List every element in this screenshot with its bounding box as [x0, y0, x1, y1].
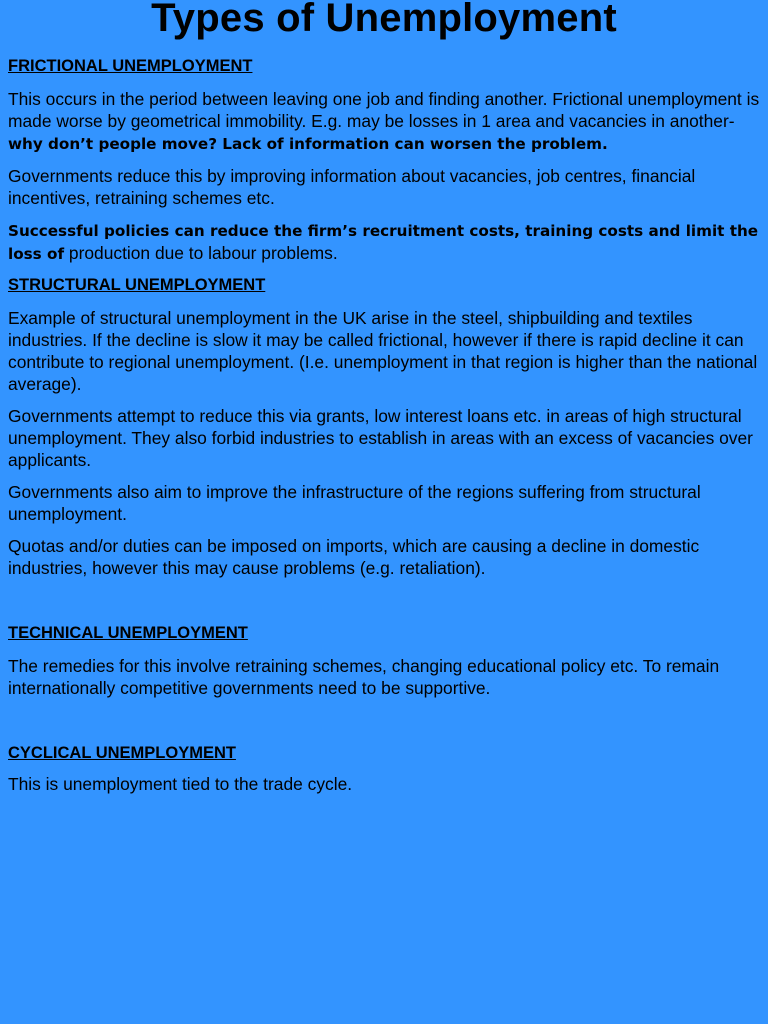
- section-heading-frictional: FRICTIONAL UNEMPLOYMENT: [8, 57, 253, 75]
- section-heading-cyclical: CYCLICAL UNEMPLOYMENT: [8, 744, 236, 762]
- frictional-paragraph-3: [8, 219, 760, 265]
- section-heading-structural: STRUCTURAL UNEMPLOYMENT: [8, 276, 266, 294]
- section-structural: [8, 275, 760, 579]
- section-cyclical: [8, 743, 760, 795]
- frictional-paragraph-1: [8, 88, 760, 155]
- section-technical: [8, 623, 760, 699]
- section-frictional: [8, 56, 760, 265]
- frictional-paragraph-3-emphasis: Successful policies can reduce the firm’s recruitment costs, training costs and limit the loss of: [8, 222, 759, 263]
- structural-paragraph-3: Governments also aim to improve the infrastructure of the regions suffering from structural unemployment.: [8, 482, 701, 524]
- structural-paragraph-1: Example of structural unemployment in the UK arise in the steel, shipbuilding and textiles industries. If the decline is slow it may be called frictional, however if there is rapid decline it can contribute to regional unemployment. (I.e. unemployment in that region is higher than the national average).: [8, 308, 758, 394]
- frictional-paragraph-1-emphasis: why don’t people move? Lack of information can worsen the problem.: [8, 135, 608, 153]
- section-heading-technical: TECHNICAL UNEMPLOYMENT: [8, 624, 248, 642]
- page-title: Types of Unemployment: [151, 0, 617, 40]
- frictional-paragraph-3-text: production due to labour problems.: [64, 243, 338, 263]
- frictional-paragraph-1-text: This occurs in the period between leaving one job and finding another. Frictional unemployment is made worse by geometrical immobility. E.g. may be losses in 1 area and vacancies in another-: [8, 89, 760, 131]
- structural-paragraph-2: Governments attempt to reduce this via grants, low interest loans etc. in areas of high structural unemployment. They also forbid industries to establish in areas with an excess of vacancies over applicants.: [8, 406, 753, 470]
- technical-paragraph-1: The remedies for this involve retraining schemes, changing educational policy etc. To remain internationally competitive governments need to be supportive.: [8, 656, 720, 698]
- frictional-paragraph-2: Governments reduce this by improving information about vacancies, job centres, financial incentives, retraining schemes etc.: [8, 166, 696, 208]
- structural-paragraph-4: Quotas and/or duties can be imposed on imports, which are causing a decline in domestic industries, however this may cause problems (e.g. retaliation).: [8, 536, 700, 578]
- cyclical-paragraph-1: This is unemployment tied to the trade cycle.: [8, 774, 353, 794]
